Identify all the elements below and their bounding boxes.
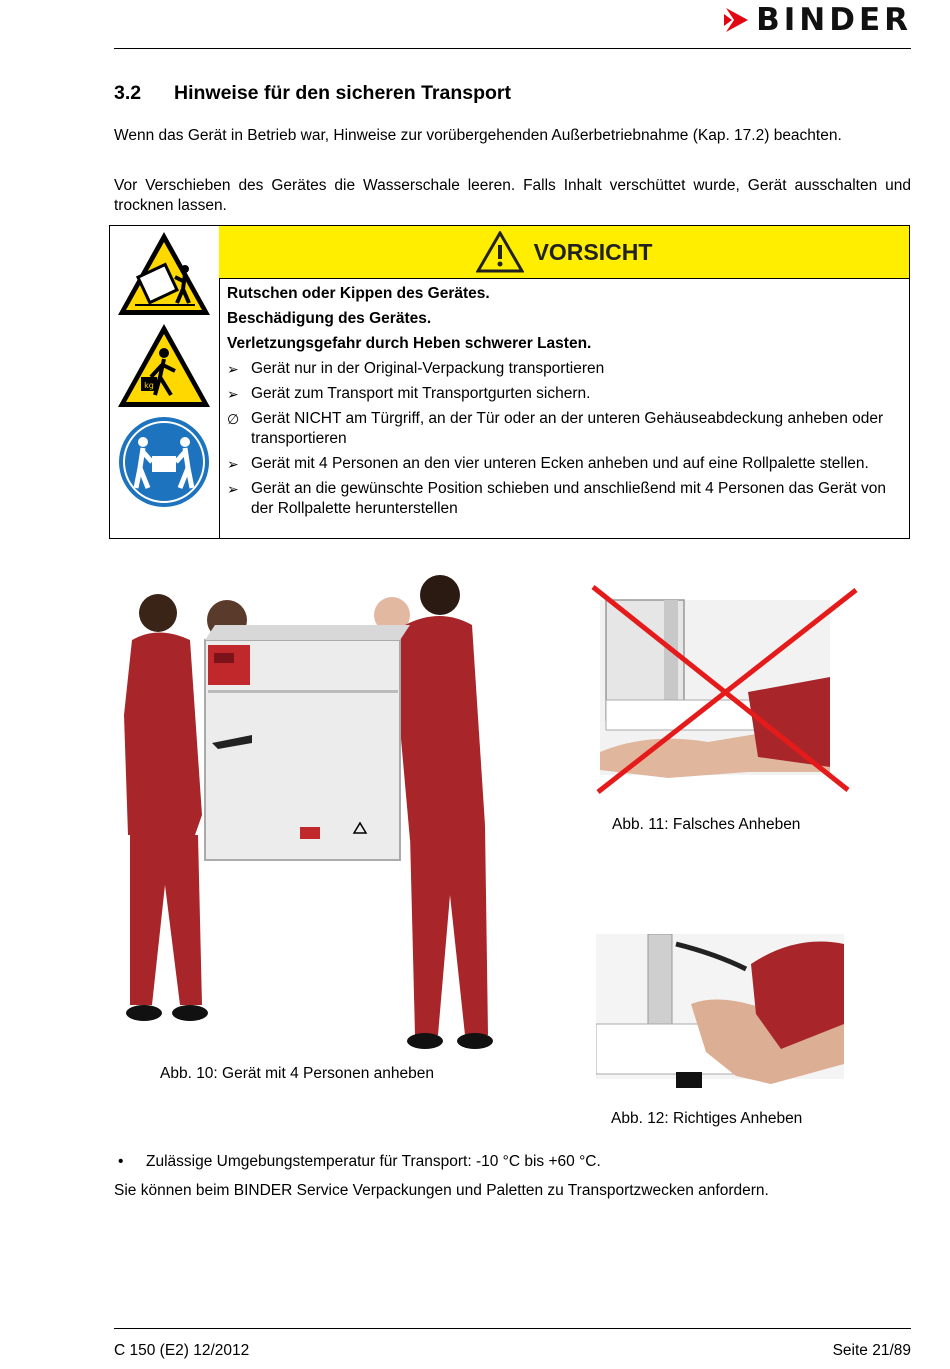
brand-name: BINDER bbox=[756, 2, 912, 38]
footer-page-number: Seite 21/89 bbox=[832, 1342, 911, 1359]
section-number: 3.2 bbox=[114, 82, 142, 104]
instruction-item bbox=[227, 359, 891, 379]
figure-caption: Abb. 12: Richtiges Anheben bbox=[611, 1110, 803, 1127]
instruction-item bbox=[227, 479, 891, 519]
bullet-marker: ➢ bbox=[227, 456, 239, 472]
instruction-text: Gerät nur in der Original-Verpackung transportieren bbox=[251, 360, 605, 377]
warning-body bbox=[227, 284, 891, 524]
section-heading bbox=[114, 82, 511, 105]
wrong-lifting-photo bbox=[588, 582, 860, 800]
binder-logo-icon bbox=[724, 6, 750, 34]
intro-paragraph: Vor Verschieben des Gerätes die Wasserschale leeren. Falls Inhalt verschüttet wurde, Gerät ausschalten und trocknen lassen. bbox=[114, 177, 911, 214]
four-person-lift-photo bbox=[120, 565, 500, 1055]
instruction-text: Gerät mit 4 Personen an den vier unteren Ecken anheben und auf eine Rollpalette stellen. bbox=[251, 455, 869, 472]
two-person-lift-icon bbox=[118, 416, 210, 508]
temperature-note bbox=[118, 1152, 898, 1172]
instruction-text: Gerät NICHT am Türgriff, an der Tür oder an der unteren Gehäuseabdeckung anheben oder transportieren bbox=[251, 410, 884, 447]
footer-rule bbox=[114, 1328, 911, 1329]
intro-paragraph: Wenn das Gerät in Betrieb war, Hinweise zur vorübergehenden Außerbetriebnahme (Kap. 17.2) beachten. bbox=[114, 127, 842, 144]
heavy-load-hazard-icon bbox=[115, 321, 213, 411]
instruction-text: Gerät zum Transport mit Transportgurten sichern. bbox=[251, 385, 591, 402]
bullet-marker: ➢ bbox=[227, 361, 239, 377]
header-rule bbox=[114, 48, 911, 49]
prohibited-marker: ∅ bbox=[227, 411, 240, 427]
section-title: Hinweise für den sicheren Transport bbox=[174, 82, 512, 104]
bullet-marker: ➢ bbox=[227, 481, 239, 497]
svg-text:kg: kg bbox=[144, 381, 154, 390]
warning-icons-column bbox=[110, 226, 220, 538]
warning-box bbox=[109, 225, 910, 539]
instruction-item bbox=[227, 454, 891, 474]
warning-triangle-icon bbox=[476, 231, 524, 273]
hazard-line: Verletzungsgefahr durch Heben schwerer Lasten. bbox=[227, 335, 592, 352]
instruction-item bbox=[227, 409, 891, 449]
figure-caption: Abb. 11: Falsches Anheben bbox=[612, 816, 801, 833]
tipping-hazard-icon bbox=[115, 229, 213, 319]
warning-header bbox=[219, 226, 909, 279]
instruction-item bbox=[227, 384, 891, 404]
brand-logo bbox=[724, 2, 912, 38]
temperature-note-text: Zulässige Umgebungstemperatur für Transport: -10 °C bis +60 °C. bbox=[146, 1153, 601, 1170]
bullet-marker: ➢ bbox=[227, 386, 239, 402]
instruction-text: Gerät an die gewünschte Position schieben und anschließend mit 4 Personen das Gerät von der Rollpalette herunterstellen bbox=[251, 480, 887, 517]
warning-title: VORSICHT bbox=[533, 238, 653, 265]
bullet-icon: • bbox=[118, 1153, 124, 1170]
footer-doc-id: C 150 (E2) 12/2012 bbox=[114, 1342, 250, 1359]
hazard-line: Beschädigung des Gerätes. bbox=[227, 310, 432, 327]
service-note: Sie können beim BINDER Service Verpackungen und Paletten zu Transportzwecken anfordern. bbox=[114, 1182, 769, 1199]
figure-caption: Abb. 10: Gerät mit 4 Personen anheben bbox=[160, 1065, 435, 1082]
correct-lifting-photo bbox=[596, 934, 844, 1094]
hazard-line: Rutschen oder Kippen des Gerätes. bbox=[227, 285, 490, 302]
